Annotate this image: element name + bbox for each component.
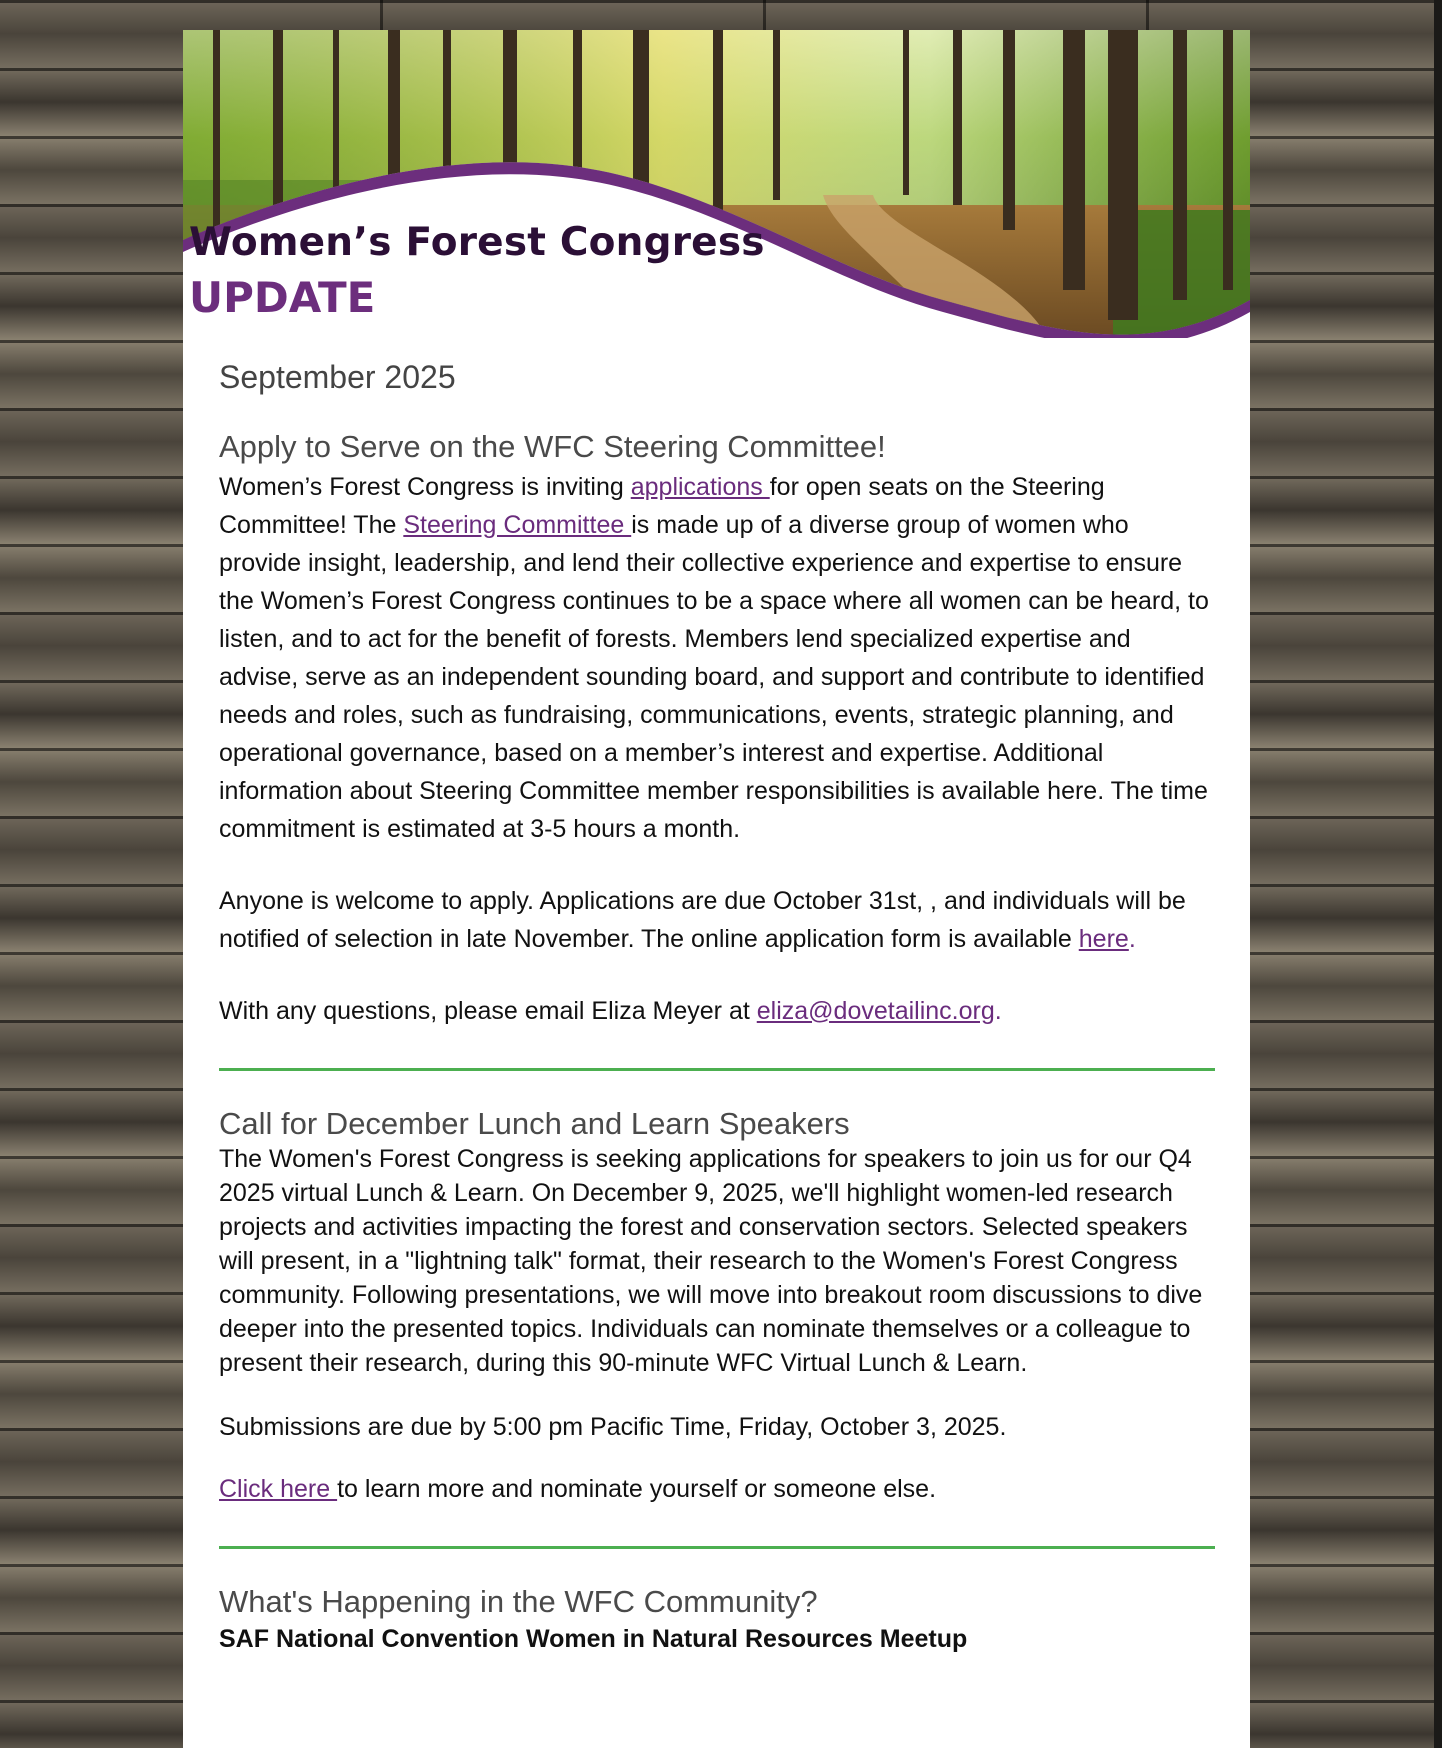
newsletter-subtitle: UPDATE bbox=[189, 273, 376, 322]
contact-paragraph bbox=[219, 992, 1215, 1030]
newsletter-card bbox=[183, 30, 1250, 1748]
newsletter-content bbox=[219, 358, 1215, 1656]
applications-link[interactable]: applications bbox=[630, 472, 770, 501]
text-run: to learn more and nominate yourself or someone else. bbox=[337, 1474, 937, 1503]
text-run: With any questions, please email Eliza Meyer at bbox=[219, 996, 757, 1025]
newsletter-title: Women’s Forest Congress bbox=[189, 220, 765, 265]
apply-deadline-paragraph bbox=[219, 882, 1215, 958]
header-banner bbox=[183, 30, 1250, 338]
community-subheading: SAF National Convention Women in Natural Resources Meetup bbox=[219, 1624, 968, 1653]
nominate-paragraph bbox=[219, 1472, 1215, 1506]
application-form-link[interactable]: here bbox=[1078, 924, 1129, 953]
issue-date: September 2025 bbox=[219, 359, 456, 395]
section-divider bbox=[219, 1546, 1215, 1549]
text-run: for open seats on the Steering Committee! The bbox=[219, 472, 1105, 539]
section-divider bbox=[219, 1068, 1215, 1071]
email-link[interactable]: eliza@dovetailinc.org bbox=[756, 996, 995, 1025]
section-heading-steering-committee: Apply to Serve on the WFC Steering Committee! bbox=[219, 429, 886, 465]
text-run: . bbox=[994, 996, 1002, 1025]
section-heading-community: What's Happening in the WFC Community? bbox=[219, 1583, 818, 1619]
text-run: Anyone is welcome to apply. Applications are due October 31st, , and individuals will be notified of selection in late November. The online application form is available bbox=[219, 886, 1186, 953]
text-run: is made up of a diverse group of women who provide insight, leadership, and lend their collective experience and expertise to ensure the Women’s Forest Congress continues to be a space where all women can be heard, to listen, and to act for the benefit of forests. Members lend specialized expertise and advise, serve as an independent sounding board, and support and contribute to identified needs and roles, such as fundraising, communications, events, strategic planning, and operational governance, based on a member’s interest and expertise. Additional information about Steering Committee member responsibilities is available here. The time commitment is estimated at 3-5 hours a month. bbox=[219, 510, 1209, 843]
section-heading-lunch-and-learn: Call for December Lunch and Learn Speakers bbox=[219, 1105, 850, 1141]
text-run: . bbox=[1128, 924, 1136, 953]
steering-committee-paragraph bbox=[219, 468, 1215, 848]
window-edge bbox=[1434, 0, 1442, 1748]
click-here-link[interactable]: Click here bbox=[219, 1474, 338, 1503]
steering-committee-link[interactable]: Steering Committee bbox=[403, 510, 632, 539]
lunch-and-learn-paragraph: The Women's Forest Congress is seeking applications for speakers to join us for our Q4 2025 virtual Lunch & Learn. On December 9, 2025, we'll highlight women-led research projects and activities impacting the forest and conservation sectors. Selected speakers will present, in a "lightning talk" format, their research to the Women's Forest Congress community. Following presentations, we will move into breakout room discussions to dive deeper into the presented topics. Individuals can nominate themselves or a colleague to present their research, during this 90-minute WFC Virtual Lunch & Learn. bbox=[219, 1144, 1203, 1377]
submission-deadline: Submissions are due by 5:00 pm Pacific Time, Friday, October 3, 2025. bbox=[219, 1412, 1007, 1441]
text-run: Women’s Forest Congress is inviting bbox=[219, 472, 631, 501]
